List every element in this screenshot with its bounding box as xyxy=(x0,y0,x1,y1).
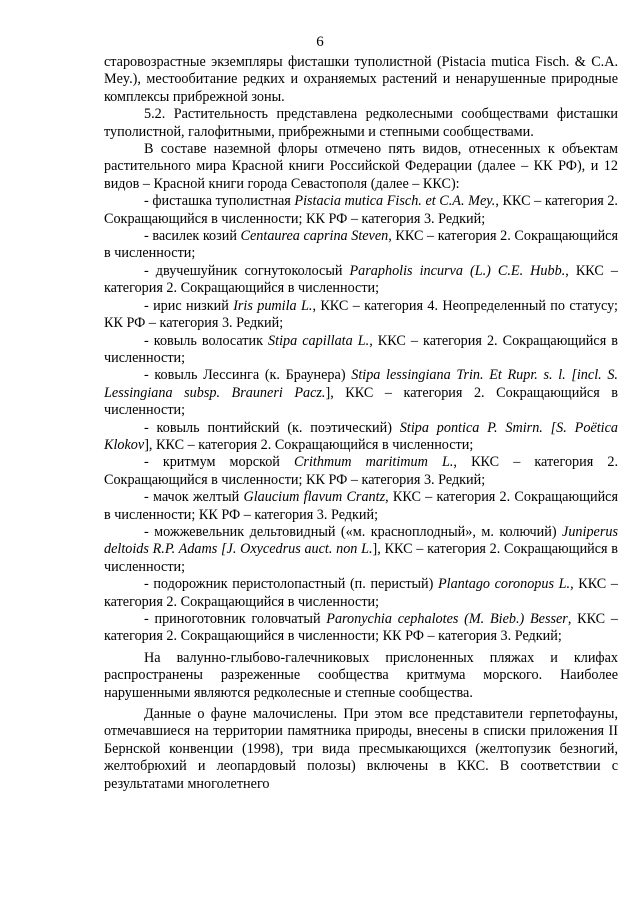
species-list xyxy=(104,193,618,646)
species-latin-name: Pistacia mutica Fisch. et C.A. Mey. xyxy=(294,193,496,210)
species-status: , ККС – категория 4. Неопределенный по статусу; КК РФ – категория 3. Редкий; xyxy=(104,297,618,332)
species-item xyxy=(104,576,618,611)
species-item xyxy=(104,489,618,524)
species-latin-name: Paronychia cephalotes (M. Bieb.) Besser xyxy=(326,611,568,627)
species-latin-name: Parapholis incurva (L.) C.E. Hubb. xyxy=(349,262,566,279)
species-latin-name: Crithmum maritimum L. xyxy=(293,454,454,471)
species-status: , ККС – категория 2. Сокращающийся в численности; xyxy=(104,576,618,610)
species-item xyxy=(104,193,618,228)
species-item xyxy=(104,367,618,419)
species-latin-name: Plantago coronopus L. xyxy=(437,576,571,593)
species-common-name: - василек козий xyxy=(144,228,241,245)
species-status: , ККС – категория 2. Сокращающийся в численности; КК РФ – категория 3. Редкий; xyxy=(104,193,618,227)
species-common-name: - ковыль волосатик xyxy=(144,332,269,349)
species-status: , ККС – категория 2. Сокращающийся в численности; xyxy=(104,228,618,262)
species-common-name: - ковыль Лессинга (к. Браунера) xyxy=(144,367,352,384)
page-number: 6 xyxy=(316,34,324,50)
species-status: ], ККС – категория 2. Сокращающийся в численности; xyxy=(104,384,618,419)
species-common-name: - можжевельник дельтовидный («м. краснoплодный», м. колючий) xyxy=(144,523,563,540)
species-item xyxy=(104,420,618,455)
species-common-name: - ковыль понтийский (к. поэтический) xyxy=(144,419,400,436)
species-status: , ККС – категория 2. Сокращающийся в численности; xyxy=(104,332,618,366)
species-item xyxy=(104,263,618,298)
document-body xyxy=(104,54,618,793)
species-common-name: - фисташка туполистная xyxy=(144,193,295,210)
species-common-name: - мачок желтый xyxy=(144,489,244,506)
species-latin-name: Stipa lessingiana Trin. Et Rupr. s. l. [incl. S. Lessingiana subsp. Brauneri Pacz. xyxy=(104,367,618,401)
species-latin-name: Iris pumila L. xyxy=(233,297,313,314)
paragraph-vegetation: 5.2. Растительность представлена редколесными сообществами фисташки туполистной, галофитными, прибрежными и степными сообществами. xyxy=(104,106,618,140)
species-common-name: - двучешуйник согнутоколосый xyxy=(144,262,350,279)
species-latin-name: Centaurea caprina Steven xyxy=(240,228,389,245)
species-item xyxy=(104,524,618,576)
species-latin-name: Glaucium flavum Crantz xyxy=(243,489,386,506)
paragraph-beaches: На валунно-глыбово-галечниковых прислоненных пляжах и клифах распространены разреженные сообщества критмума морского. Наиболее нарушенными являются редколесные и степные сообщества. xyxy=(104,649,618,701)
species-item xyxy=(104,454,618,489)
species-latin-name: Stipa pontica P. Smirn. [S. Poëtica Klokov xyxy=(104,419,618,453)
species-common-name: - критмум морской xyxy=(144,454,294,471)
species-status: , ККС – категория 2. Сокращающийся в численности; КК РФ – категория 3. Редкий; xyxy=(104,611,618,645)
species-latin-name: Juniperus deltoids R.P. Adams [J. Oxycedrus auct. non L. xyxy=(104,523,618,558)
species-status: , ККС – категория 2. Сокращающийся в численности; КК РФ – категория 3. Редкий; xyxy=(104,489,619,523)
species-status: , ККС – категория 2. Сокращающийся в численности; КК РФ – категория 3. Редкий; xyxy=(104,454,618,488)
species-item xyxy=(104,333,618,368)
species-status: , ККС – категория 2. Сокращающийся в численности; xyxy=(104,262,618,297)
species-common-name: - ирис низкий xyxy=(144,297,234,314)
species-item xyxy=(104,611,618,646)
species-common-name: - подорожник перистолопастный (п. перистый) xyxy=(144,576,438,593)
paragraph-intro: старовозрастные экземпляры фисташки туполистной (Pistacia mutica Fisch. & C.A. Mey.), местообитание редких и охраняемых растений и ненарушенные природные комплексы прибрежной зоны. xyxy=(104,54,618,105)
species-common-name: - приноготовник головчатый xyxy=(144,611,327,627)
paragraph-fauna: Данные о фауне малочислены. При этом все представители герпетофауны, отмечавшиеся на территории памятника природы, внесены в списки приложения II Бернской конвенции (1998), три вида пресмыкающихся (желтопузик безногий, желтобрюхий и леопардовый полозы) включены в ККС. В соответствии с результатами многолетнего xyxy=(104,706,618,792)
paragraph-flora: В составе наземной флоры отмечено пять видов, отнесенных к объектам растительного мира Красной книги Российской Федерации (далее – КК РФ), и 12 видов – Красной книги города Севастополя (далее – ККС): xyxy=(104,141,618,192)
species-item xyxy=(104,298,618,333)
species-status: ], ККС – категория 2. Сокращающийся в численности; xyxy=(104,541,618,575)
species-item xyxy=(104,228,618,263)
species-status: ], ККС – категория 2. Сокращающийся в численности; xyxy=(144,436,474,453)
species-latin-name: Stipa capillata L. xyxy=(268,332,370,349)
